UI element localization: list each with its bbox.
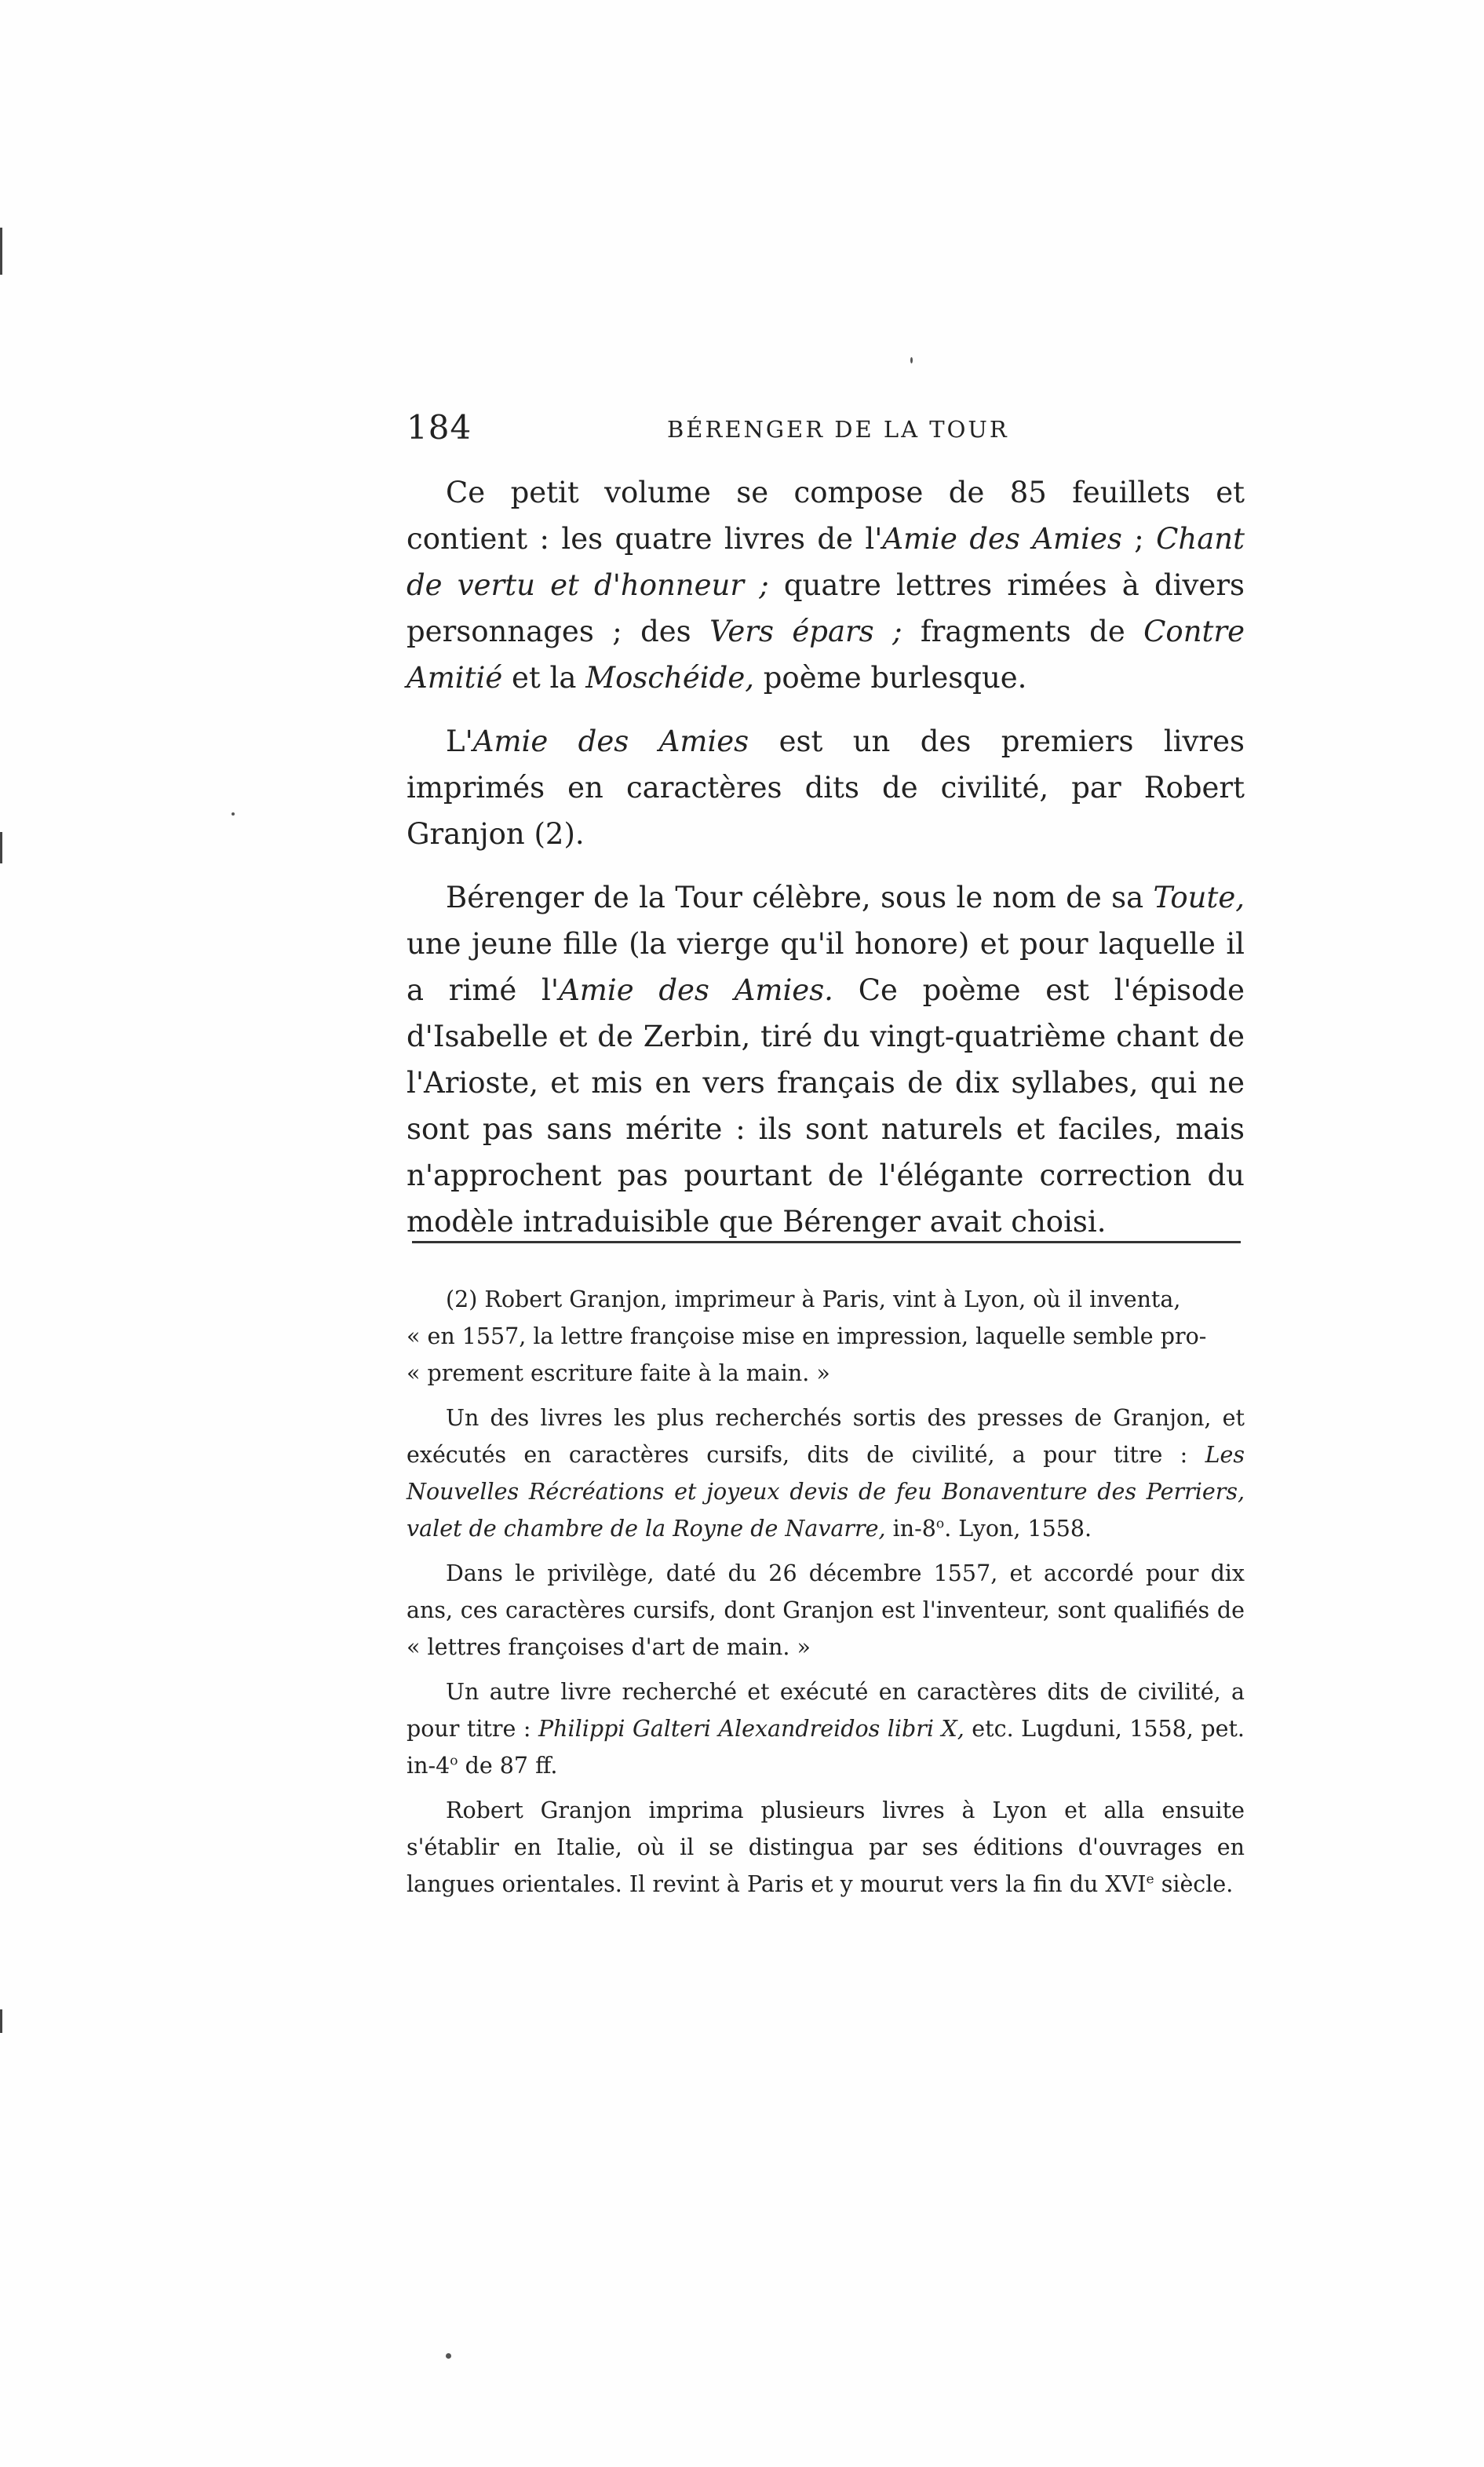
footnote-granjon-italie: Robert Granjon imprima plusieurs livres à Lyon et alla ensuite s'établir en Italie, où il se distingua par ses éditions d'ouvrages en langues orientales. Il revint à Paris et y mourut vers la fin du XVIe siècle. (407, 1797, 1245, 1897)
footnote-divider (412, 1241, 1241, 1243)
running-head: BÉRENGER DE LA TOUR (667, 416, 1009, 443)
main-text (407, 469, 1245, 1262)
footnote-privilege: Dans le privilège, daté du 26 décembre 1557, et accordé pour dix ans, ces caractères cursifs, dont Granjon est l'inventeur, sont qualifiés de « lettres françoises d'art de main. » (407, 1560, 1245, 1660)
footnotes (407, 1281, 1245, 1910)
page-number: 184 (407, 408, 472, 447)
footnote-granjon-lyon: (2) Robert Granjon, imprimeur à Paris, vint à Lyon, où il inventa, « en 1557, la lettre françoise mise en impression, laquelle semble pro- « prement escriture faite à la main. » (407, 1286, 1207, 1386)
scan-speck (910, 357, 913, 363)
scan-speck (232, 812, 235, 816)
footnote-nouvelles-recreations: Un des livres les plus recherchés sortis des presses de Granjon, et exécutés en caractères cursifs, dits de civilité, a pour titre : Les Nouvelles Récréations et joyeux devis de feu Bonaventure des Perriers, valet de chambre de la Royne de Navarre, in-8$^o$. Lyon, 1558. (407, 1405, 1245, 1542)
scan-edge-mark (0, 2009, 2, 2033)
paragraph-civilite-type: L'Amie des Amies est un des premiers livres imprimés en caractères dits de civilité, par Robert Granjon (2). (407, 724, 1245, 851)
scan-edge-mark (0, 832, 2, 863)
scan-speck (446, 2353, 451, 2359)
scan-edge-mark (0, 228, 2, 275)
paragraph-toute-poem: Bérenger de la Tour célèbre, sous le nom de sa Toute, une jeune fille (la vierge qu'il honore) et pour laquelle il a rimé l'Amie des Amies. Ce poème est l'épisode d'Isabelle et de Zerbin, tiré du vingt-quatrième chant de l'Arioste, et mis en vers français de dix syllabes, qui ne sont pas sans mérite : ils sont naturels et faciles, mais n'approchent pas pourtant de l'élégante correction du modèle intraduisible que Bérenger avait choisi. (407, 881, 1245, 1239)
footnote-alexandreidos: Un autre livre recherché et exécuté en caractères dits de civilité, a pour titre : Philippi Galteri Alexandreidos libri X, etc. Lugduni, 1558, pet. in-4$^o$ de 87 ff. (407, 1679, 1245, 1779)
page-header (407, 408, 1245, 455)
paragraph-volume-contents: Ce petit volume se compose de 85 feuillets et contient : les quatre livres de l'Amie des Amies ; Chant de vertu et d'honneur ; quatre lettres rimées à divers personnages ; des Vers épars ; fragments de Contre Amitié et la Moschéide, poème burlesque. (407, 476, 1245, 695)
